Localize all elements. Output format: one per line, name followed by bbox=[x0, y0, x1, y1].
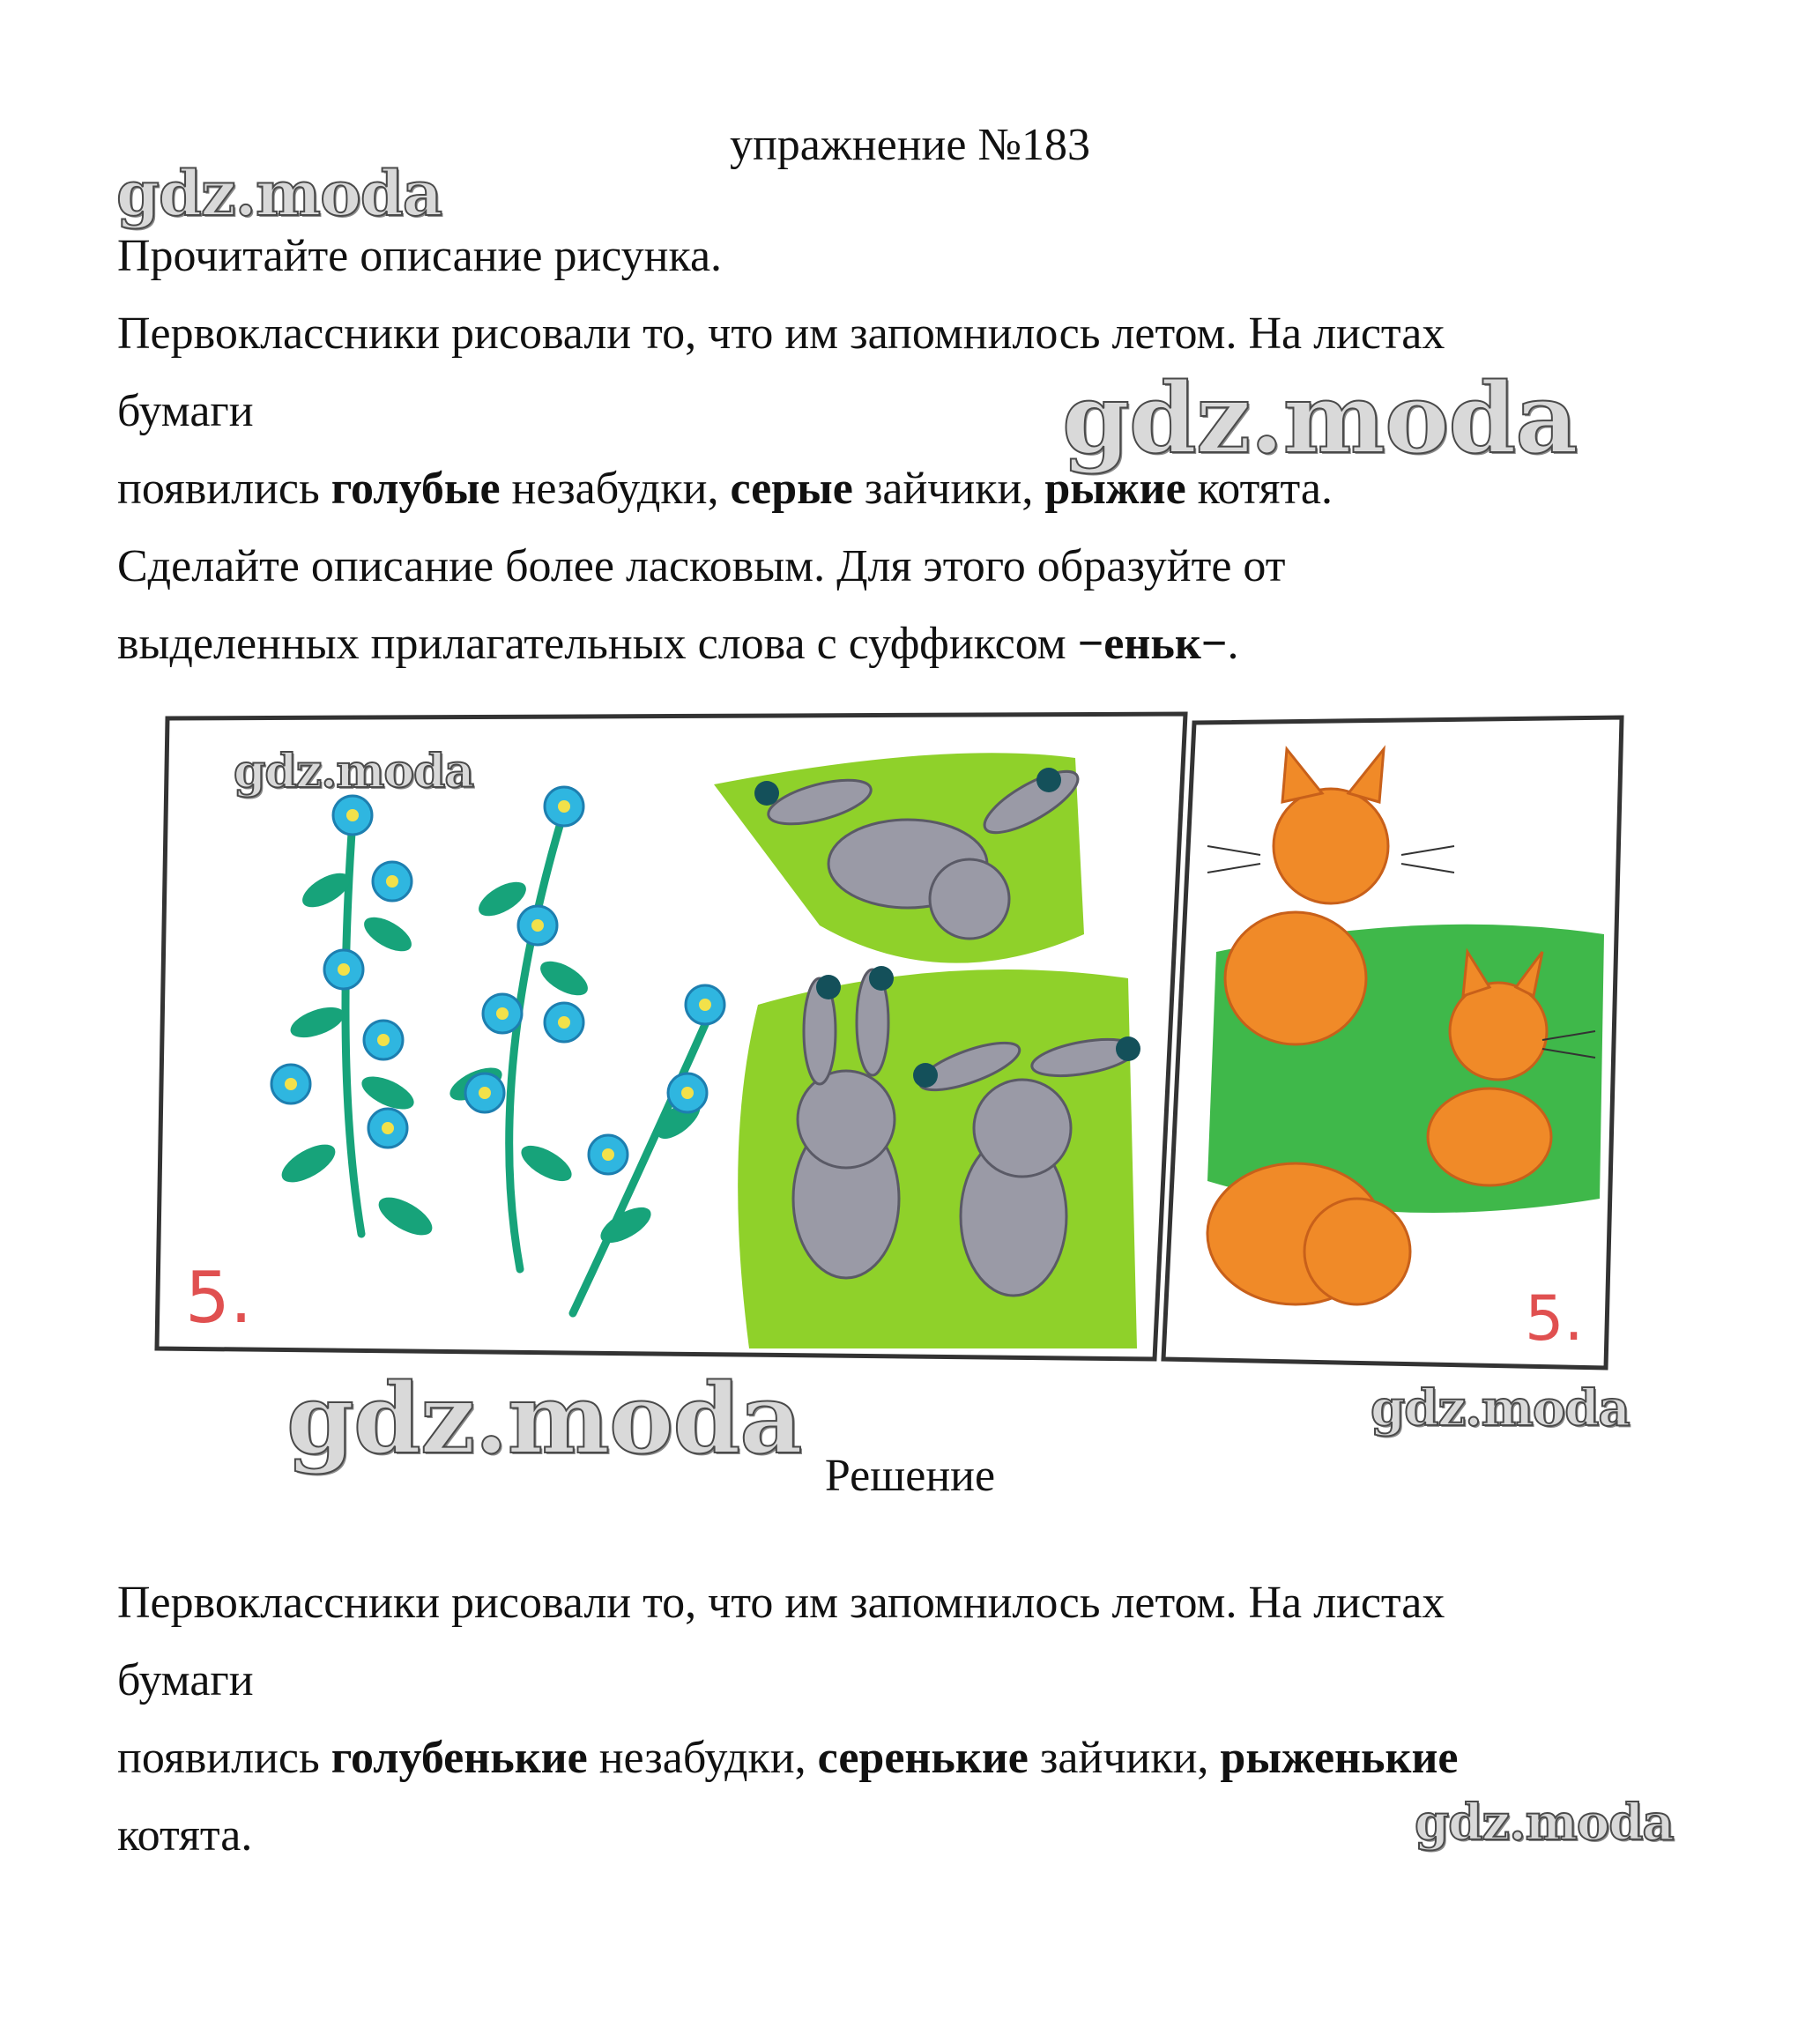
text: появились bbox=[117, 1733, 331, 1783]
task-line-1: Прочитайте описание рисунка. bbox=[117, 231, 723, 281]
task-line-2: Первоклассники рисовали то, что им запомнилось летом. На листах bbox=[117, 308, 1445, 359]
task-line-5: Сделайте описание более ласковым. Для этого образуйте от bbox=[117, 541, 1286, 591]
bold-word: рыжие bbox=[1044, 464, 1186, 514]
watermark: gdz.moda bbox=[286, 1362, 802, 1475]
children-drawings-illustration bbox=[150, 705, 1648, 1375]
text: . bbox=[1227, 619, 1239, 669]
task-line-6 bbox=[117, 619, 1238, 669]
solution-line-2: бумаги bbox=[117, 1655, 254, 1705]
bold-suffix: −еньк− bbox=[1077, 619, 1228, 669]
text: незабудки, bbox=[587, 1733, 818, 1783]
text: зайчики, bbox=[852, 464, 1045, 514]
bold-word: голубые bbox=[331, 464, 501, 514]
text: незабудки, bbox=[500, 464, 731, 514]
task-line-4 bbox=[117, 464, 1333, 514]
bold-word: рыженькие bbox=[1220, 1733, 1459, 1783]
solution-line-3 bbox=[117, 1733, 1459, 1783]
left-sheet-number: 5. bbox=[185, 1257, 253, 1339]
bold-word: голубенькие bbox=[331, 1733, 588, 1783]
text: появились bbox=[117, 464, 331, 514]
solution-line-4: котята. bbox=[117, 1810, 253, 1861]
text: зайчики, bbox=[1028, 1733, 1221, 1783]
watermark: gdz.moda bbox=[1415, 1794, 1674, 1852]
exercise-title: упражнение №183 bbox=[729, 120, 1091, 170]
watermark: gdz.moda bbox=[234, 745, 474, 799]
right-sheet-number: 5. bbox=[1525, 1282, 1584, 1355]
task-line-3: бумаги bbox=[117, 386, 254, 436]
bold-word: серенькие bbox=[817, 1733, 1029, 1783]
solution-line-1: Первоклассники рисовали то, что им запомнилось летом. На листах bbox=[117, 1578, 1445, 1628]
watermark: gdz.moda bbox=[116, 157, 442, 230]
bold-word: серые bbox=[730, 464, 853, 514]
watermark: gdz.moda bbox=[1371, 1379, 1630, 1438]
text: котята. bbox=[1185, 464, 1333, 514]
text: выделенных прилагательных слова с суффиксом bbox=[117, 619, 1078, 669]
watermark: gdz.moda bbox=[1062, 361, 1578, 475]
solution-title: Решение bbox=[824, 1451, 996, 1501]
